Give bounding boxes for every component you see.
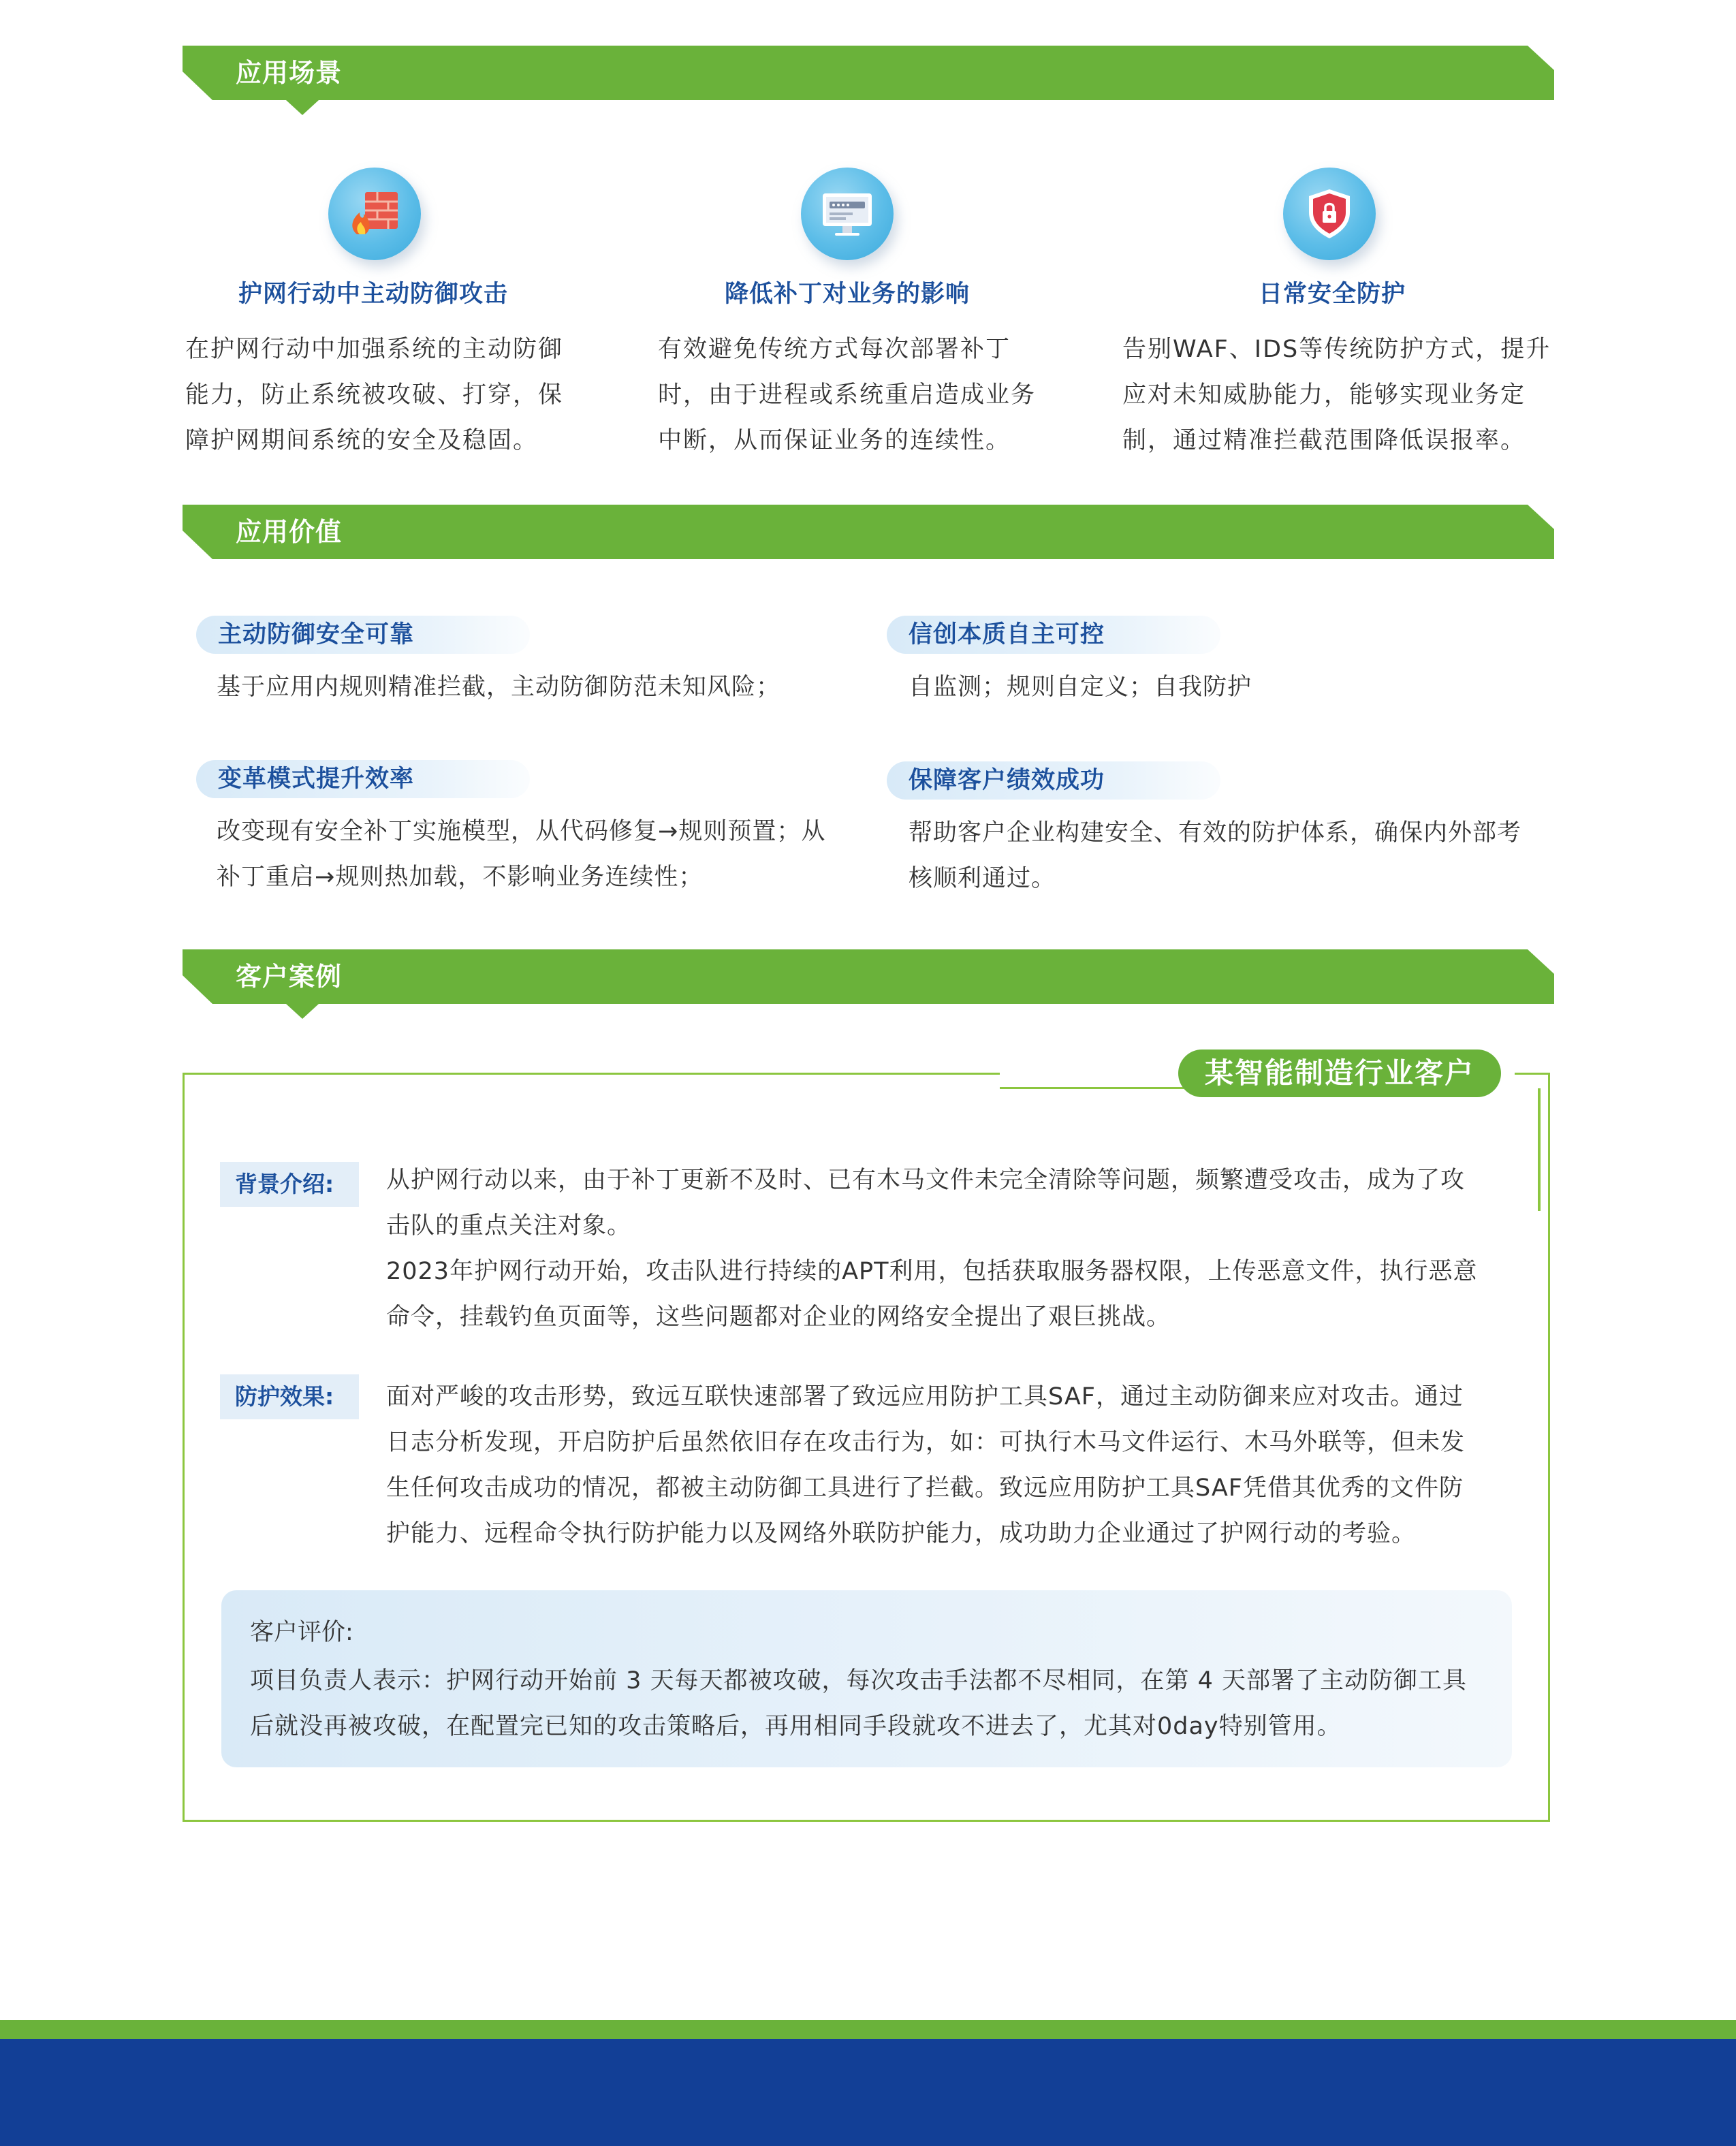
- banner-shape: [183, 46, 1554, 116]
- value-description: 帮助客户企业构建安全、有效的防护体系，确保内外部考 核顺利通过。: [909, 819, 1522, 892]
- scenario-title: 护网行动中主动防御攻击: [238, 281, 508, 308]
- case-border-accent-vertical: [1538, 1088, 1541, 1211]
- case-border-top: [183, 1073, 1000, 1075]
- value-title: 保障客户绩效成功: [909, 767, 1105, 794]
- scenario-title: 降低补丁对业务的影响: [724, 281, 970, 308]
- scenario-description: 有效避免传统方式每次部署补丁 时，由于进程或系统重启造成业务 中断，从而保证业务的连续性。: [658, 336, 1037, 454]
- value-description: 基于应用内规则精准拦截，主动防御防范未知风险；: [217, 674, 781, 701]
- footer-green-stripe: [0, 2020, 1736, 2039]
- case-border-top-right: [1515, 1073, 1550, 1075]
- customer-review-box: [221, 1590, 1512, 1767]
- background-label: 背景介绍:: [220, 1162, 359, 1207]
- value-title: 变革模式提升效率: [218, 766, 415, 793]
- value-title-pill: [196, 616, 530, 654]
- section-title: 应用场景: [236, 58, 343, 88]
- scenario-title: 日常安全防护: [1258, 281, 1406, 308]
- customer-name-badge: 某智能制造行业客户: [1178, 1050, 1501, 1097]
- review-label: 客户评价:: [250, 1619, 353, 1646]
- shield-lock-icon: [1283, 168, 1376, 260]
- effect-label: 防护效果:: [220, 1374, 359, 1419]
- scenario-description: 告别WAF、IDS等传统防护方式，提升 应对未知威胁能力，能够实现业务定 制，通过精准拦截范围降低误报率。: [1122, 336, 1551, 454]
- firewall-icon: [328, 168, 421, 260]
- banner-shape: [183, 505, 1554, 575]
- value-title-pill: [887, 616, 1220, 654]
- review-text: 项目负责人表示：护网行动开始前 3 天每天都被攻破，每次攻击手法都不尽相同，在第 4 天部署了主动防御工具 后就没再被攻破，在配置完已知的攻击策略后，再用相同手段就攻不进去了，尤其对0day特别管用。: [250, 1667, 1468, 1740]
- scenario-description: 在护网行动中加强系统的主动防御 能力，防止系统被攻破、打穿，保 障护网期间系统的安全及稳固。: [185, 336, 564, 454]
- footer-blue-band: [0, 2039, 1736, 2146]
- section-title: 应用价值: [236, 517, 343, 547]
- monitor-password-icon: [801, 168, 894, 260]
- value-title: 信创本质自主可控: [909, 621, 1105, 648]
- value-title-pill: [887, 761, 1220, 800]
- case-border-accent: [1000, 1087, 1184, 1089]
- value-title: 主动防御安全可靠: [218, 621, 415, 648]
- value-title-pill: [196, 760, 530, 798]
- background-text: 从护网行动以来，由于补丁更新不及时、已有木马文件未完全清除等问题，频繁遭受攻击，成为了攻 击队的重点关注对象。 2023年护网行动开始，攻击队进行持续的APT利用，包括获取服务器权限，上传恶意文件，执行恶意 命令，挂载钓鱼页面等，这些问题都对企业的网络安全提出了艰巨挑战。: [386, 1167, 1478, 1331]
- value-description: 改变现有安全补丁实施模型，从代码修复→规则预置；从 补丁重启→规则热加载，不影响业务连续性；: [217, 818, 826, 891]
- value-description: 自监测；规则自定义；自我防护: [909, 674, 1252, 701]
- section-banner-values: [183, 505, 1554, 559]
- section-banner-scenarios: [183, 46, 1554, 100]
- effect-text: 面对严峻的攻击形势，致远互联快速部署了致远应用防护工具SAF，通过主动防御来应对攻击。通过 日志分析发现，开启防护后虽然依旧存在攻击行为，如：可执行木马文件运行、木马外联等，但未发 生任何攻击成功的情况，都被主动防御工具进行了拦截。致远应用防护工具SAF凭借其优秀的文件防 护能力、远程命令执行防护能力以及网络外联防护能力，成功助力企业通过了护网行动的考验。: [386, 1383, 1466, 1547]
- section-banner-cases: [183, 949, 1554, 1004]
- banner-shape: [183, 949, 1554, 1020]
- section-title: 客户案例: [236, 962, 343, 992]
